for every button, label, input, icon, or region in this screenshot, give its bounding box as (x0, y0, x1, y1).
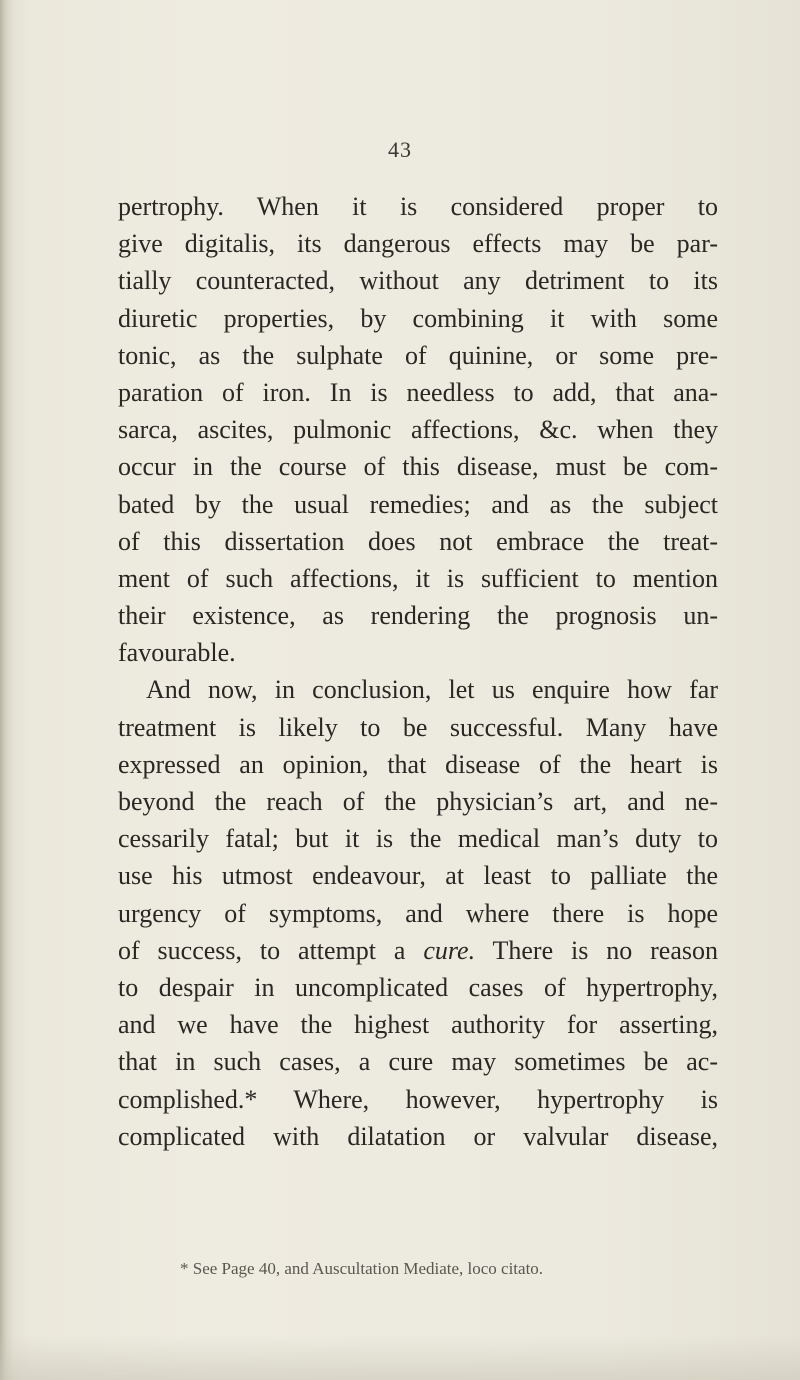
text-line: occur in the course of this disease, must be com- (118, 452, 718, 482)
text-line: beyond the reach of the physician’s art, and ne- (118, 787, 718, 816)
footnote: * See Page 40, and Auscultation Mediate, loco citato. (180, 1259, 544, 1278)
body-text (118, 188, 718, 1155)
binding-edge (0, 0, 14, 1380)
text-line: urgency of symptoms, and where there is hope (118, 898, 718, 928)
page-shadow (0, 1335, 800, 1380)
text-line: expressed an opinion, that disease of the heart is (118, 749, 718, 779)
text-line: pertrophy. When it is considered proper to (118, 192, 718, 221)
text-line: give digitalis, its dangerous effects may be par- (118, 229, 718, 259)
text-line-start: of success, to attempt a (118, 935, 424, 965)
emphasized-word: cure. (423, 935, 476, 965)
text-line: favourable. (118, 638, 236, 668)
text-line: tonic, as the sulphate of quinine, or some pre- (118, 340, 718, 370)
text-line: sarca, ascites, pulmonic affections, &c. when they (118, 415, 718, 445)
text-line: paration of iron. In is needless to add, that ana- (118, 377, 718, 407)
text-line: And now, in conclusion, let us enquire how far (146, 675, 718, 705)
text-line: of this dissertation does not embrace the treat- (118, 526, 718, 556)
text-line: complished.* Where, however, hypertrophy is (118, 1084, 718, 1114)
text-line: cessarily fatal; but it is the medical man’s duty to (118, 824, 718, 854)
text-line: complicated with dilatation or valvular disease, (118, 1121, 718, 1151)
text-line: tially counteracted, without any detriment to its (118, 266, 718, 296)
text-line: bated by the usual remedies; and as the subject (118, 489, 718, 519)
text-line: and we have the highest authority for asserting, (118, 1010, 718, 1040)
text-line: that in such cases, a cure may sometimes be ac- (118, 1047, 718, 1077)
text-line: to despair in uncomplicated cases of hypertrophy, (118, 972, 718, 1002)
text-line (118, 932, 718, 969)
text-line: their existence, as rendering the prognosis un- (118, 601, 718, 631)
page-number: 43 (388, 137, 412, 162)
text-line: ment of such affections, it is sufficient to mention (118, 563, 718, 593)
text-line: use his utmost endeavour, at least to palliate the (118, 861, 718, 891)
text-line: diuretic properties, by combining it with some (118, 303, 718, 333)
text-line: treatment is likely to be successful. Many have (118, 712, 718, 742)
text-line-end: There is no reason (475, 935, 718, 965)
